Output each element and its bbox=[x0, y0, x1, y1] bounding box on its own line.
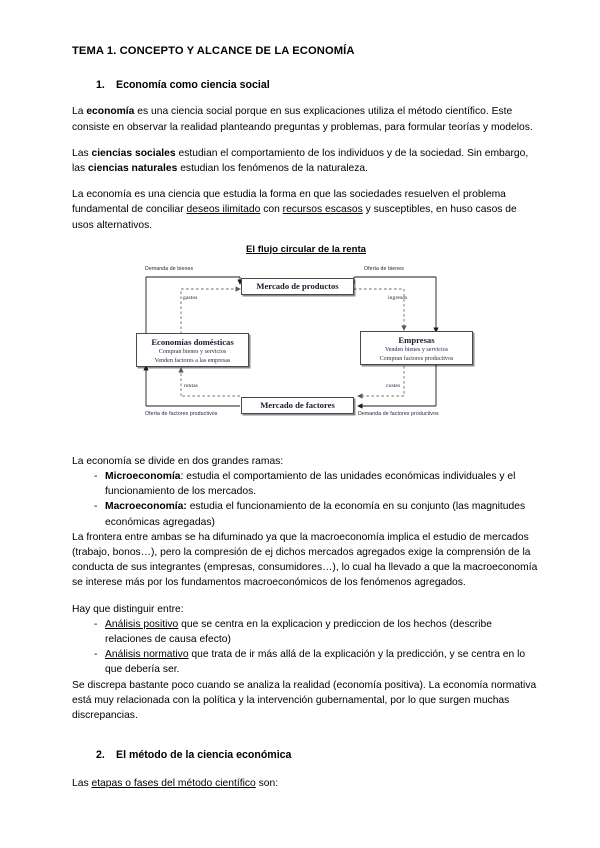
text-fragment: estudia el funcionamiento de la economía en su conjunto (las magnitudes económicas agregadas) bbox=[105, 501, 526, 528]
text-fragment: La bbox=[72, 106, 87, 118]
text-fragment: que se centra en la explicacion y prediccion de los hechos (describe relaciones de causa efecto) bbox=[105, 618, 492, 645]
text-fragment: con bbox=[260, 204, 283, 216]
term-analisis-normativo: Análisis normativo bbox=[105, 649, 189, 661]
term-analisis-positivo: Análisis positivo bbox=[105, 618, 179, 630]
text-fragment: : bbox=[180, 470, 184, 482]
paragraph-escasez bbox=[72, 187, 540, 233]
diagram-label-demanda-bienes: Demanda de bienes bbox=[145, 265, 194, 272]
list-bullet-dash: - bbox=[94, 618, 98, 630]
paragraph-ciencias bbox=[72, 146, 540, 176]
list-item bbox=[94, 469, 540, 499]
diagram-canvas bbox=[136, 244, 476, 444]
diagram-label-rentas: rentas bbox=[184, 382, 198, 389]
section-1-number: 1. bbox=[96, 78, 105, 91]
list-ramas-economia bbox=[72, 469, 540, 530]
diagram-box-empresas-title: Empresas bbox=[398, 334, 435, 345]
diagram-box-mercado-factores bbox=[241, 397, 354, 414]
diagram-box-mercado-productos bbox=[241, 278, 354, 295]
paragraph-discrepancias: Se discrepa bastante poco cuando se analiza la realidad (economía positiva). La economía normativa está muy relacionada con la política y la intervención gubernamental, por lo que surgen muchas discrepancias. bbox=[72, 679, 537, 721]
figure-flujo-circular bbox=[72, 244, 540, 444]
paragraph-etapas-metodo bbox=[72, 776, 540, 791]
text-fragment: es una ciencia social porque en sus explicaciones utiliza el método científico. Este consiste en observar la realidad planteando preguntas y problemas, para formular teorías y modelos. bbox=[72, 106, 533, 133]
text-fragment: son: bbox=[255, 777, 279, 789]
underline-deseos-ilimitado: deseos ilimitado bbox=[186, 204, 261, 216]
text-fragment: Las bbox=[72, 147, 92, 159]
diagram-label-gastos: gastos bbox=[183, 294, 198, 301]
paragraph-frontera: La frontera entre ambas se ha difuminado ya que la macroeconomía implica el estudio de mercados (trabajo, bonos…), pero la compresión de ej dichos mercados agregados exige la comprensión de la conducta de sus integrantes (empresas, consumidores…), lo cual ha llevado a que la macroeconomía se interese más por los fundamentos macroeconómicos de los fenómenos agregados. bbox=[72, 531, 538, 589]
list-item bbox=[94, 499, 540, 529]
diagram-box-economias-domesticas bbox=[136, 333, 249, 367]
diagram-box-economias-domesticas-line1: Compran bienes y servicios bbox=[158, 348, 227, 355]
diagram-box-mercado-productos-title: Mercado de productos bbox=[256, 281, 339, 292]
diagram-label-costes: costes bbox=[386, 382, 401, 389]
text-fragment: estudian los fenómenos de la naturaleza. bbox=[177, 162, 368, 174]
diagram-label-ingresos: ingresos bbox=[388, 294, 408, 301]
underline-etapas-fases: etapas o fases del método científico bbox=[91, 777, 256, 789]
diagram-box-economias-domesticas-title: Economías domésticas bbox=[151, 336, 234, 347]
section-1-label: Economía como ciencia social bbox=[116, 78, 270, 91]
term-microeconomia: Microeconomía bbox=[105, 470, 181, 482]
paragraph-dos-ramas: La economía se divide en dos grandes ramas: bbox=[72, 455, 284, 467]
page-title: TEMA 1. CONCEPTO Y ALCANCE DE LA ECONOMÍA bbox=[72, 45, 355, 57]
underline-recursos-escasos: recursos escasos bbox=[282, 204, 363, 216]
diagram-label-oferta-bienes: Oferta de bienes bbox=[364, 265, 404, 272]
text-fragment: estudia el comportamiento de las unidades económicas individuales y el funcionamiento de los mercados. bbox=[105, 470, 516, 498]
diagram-label-oferta-factores: Oferta de factores productivos bbox=[145, 410, 218, 417]
bold-ciencias-sociales: ciencias sociales bbox=[91, 147, 176, 159]
list-bullet-dash: - bbox=[94, 649, 98, 661]
list-item bbox=[94, 617, 540, 647]
diagram-box-empresas-line1: Venden bienes y servicios bbox=[384, 346, 449, 353]
section-2-label: El método de la ciencia económica bbox=[116, 749, 292, 762]
diagram-box-empresas-line2: Compran factores productivos bbox=[379, 356, 454, 363]
list-tipos-analisis bbox=[72, 617, 540, 678]
paragraph-hay-que-distinguir: Hay que distinguir entre: bbox=[72, 603, 184, 615]
diagram-box-mercado-factores-title: Mercado de factores bbox=[260, 400, 335, 411]
text-fragment: y susceptibles, en huso casos de usos alternativos. bbox=[72, 204, 517, 231]
text-fragment: La economía es una ciencia que estudia la forma en que las sociedades resuelven el problema fundamental de conciliar bbox=[72, 189, 506, 216]
bold-economia: economía bbox=[86, 106, 135, 118]
list-bullet-dash: - bbox=[94, 470, 98, 482]
section-2-number: 2. bbox=[96, 749, 105, 762]
paragraph-economia-definicion bbox=[72, 104, 540, 134]
section-heading-2 bbox=[72, 749, 540, 763]
list-item bbox=[94, 647, 540, 677]
text-fragment: Las bbox=[72, 777, 92, 789]
diagram-box-economias-domesticas-line2: Venden factores a las empresas bbox=[154, 358, 231, 365]
diagram-box-empresas bbox=[360, 331, 473, 365]
list-bullet-dash: - bbox=[94, 501, 98, 513]
bold-ciencias-naturales: ciencias naturales bbox=[88, 162, 178, 174]
diagram-title: El flujo circular de la renta bbox=[246, 243, 366, 255]
diagram-label-demanda-factores: Demanda de factores productivos bbox=[358, 410, 439, 417]
text-fragment: que trata de ir más allá de la explicación y la predicción, y se centra en lo que debería ser. bbox=[105, 649, 526, 676]
section-heading-1 bbox=[72, 79, 540, 93]
term-macroeconomia: Macroeconomía: bbox=[105, 501, 187, 513]
text-fragment: estudian el comportamiento de los individuos y de la sociedad. Sin embargo, las bbox=[72, 147, 529, 174]
